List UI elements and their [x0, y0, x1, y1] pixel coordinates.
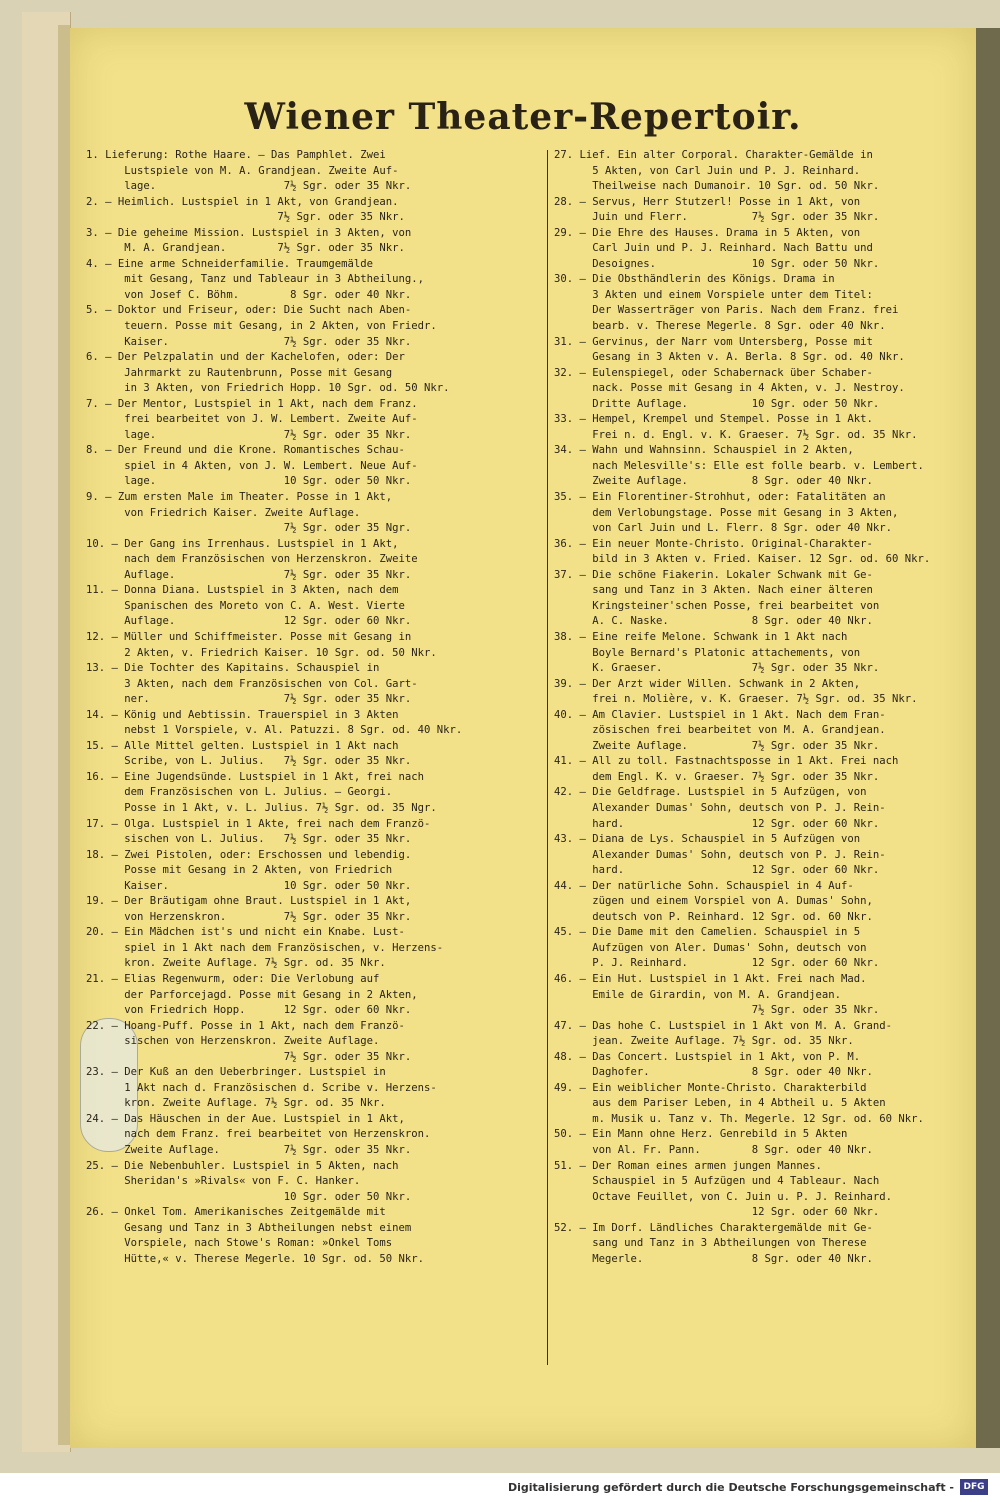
catalog-entry: 8. — Der Freund und die Krone. Romantisches Schau- spiel in 4 Akten, von J. W. Lembert. Neue Auf- lage. 10 Sgr. oder 50 Nkr.	[86, 444, 418, 488]
footer-text: Digitalisierung gefördert durch die Deutsche Forschungsgemeinschaft -	[507, 1481, 954, 1494]
catalog-entry: 26. — Onkel Tom. Amerikanisches Zeitgemälde mit Gesang und Tanz in 3 Abtheilungen nebst einem Vorspiele, nach Stowe's Roman: »Onkel Toms Hütte,« v. Therese Megerle. 10 Sgr. od. 50 Nkr.	[86, 1206, 425, 1265]
catalog-entry: 36. — Ein neuer Monte-Christo. Original-Charakter- bild in 3 Akten v. Fried. Kaiser. 12 Sgr. od. 60 Nkr.	[554, 537, 931, 566]
catalog-entry: 39. — Der Arzt wider Willen. Schwank in 2 Akten, frei n. Molière, v. K. Graeser. 7½ Sgr. od. 35 Nkr.	[554, 677, 918, 706]
right-edge-strip	[976, 28, 1000, 1448]
catalog-entry: 1. Lieferung: Rothe Haare. — Das Pamphlet. Zwei Lustspiele von M. A. Grandjean. Zweite Auf- lage. 7½ Sgr. oder 35 Nkr.	[86, 149, 412, 193]
catalog-entry: 40. — Am Clavier. Lustspiel in 1 Akt. Nach dem Fran- zösischen frei bearbeitet von M. A. Grandjean. Zweite Auflage. 7½ Sgr. oder 35 Nkr.	[554, 708, 886, 752]
catalog-entry: 15. — Alle Mittel gelten. Lustspiel in 1 Akt nach Scribe, von L. Julius. 7½ Sgr. oder 35 Nkr.	[86, 739, 412, 768]
catalog-entry: 16. — Eine Jugendsünde. Lustspiel in 1 Akt, frei nach dem Französischen von L. Julius. — Georgi. Posse in 1 Akt, v. L. Julius. 7½ Sgr. od. 35 Ngr.	[86, 770, 437, 814]
page-title: Wiener Theater-Repertoir.	[244, 96, 802, 138]
catalog-entry: 32. — Eulenspiegel, oder Schabernack über Schaber- nack. Posse mit Gesang in 4 Akten, v. J. Nestroy. Dritte Auflage. 10 Sgr. oder 50 Nkr.	[554, 366, 905, 410]
catalog-entry: 25. — Die Nebenbuhler. Lustspiel in 5 Akten, nach Sheridan's »Rivals« von F. C. Hanker. 10 Sgr. oder 50 Nkr.	[86, 1159, 412, 1203]
catalog-entry: 23. — Der Kuß an den Ueberbringer. Lustspiel in 1 Akt nach d. Französischen d. Scribe v. Herzens- kron. Zweite Auflage. 7½ Sgr. od. 35 Nkr.	[86, 1066, 437, 1110]
catalog-entry: 47. — Das hohe C. Lustspiel in 1 Akt von M. A. Grand- jean. Zweite Auflage. 7½ Sgr. od. 35 Nkr.	[554, 1019, 893, 1048]
catalog-entry: 42. — Die Geldfrage. Lustspiel in 5 Aufzügen, von Alexander Dumas' Sohn, deutsch von P. J. Rein- hard. 12 Sgr. oder 60 Nkr.	[554, 786, 886, 830]
catalog-entry: 24. — Das Häuschen in der Aue. Lustspiel in 1 Akt, nach dem Franz. frei bearbeitet von Herzenskron. Zweite Auflage. 7½ Sgr. oder 35 Nkr.	[86, 1112, 431, 1156]
catalog-entry: 21. — Elias Regenwurm, oder: Die Verlobung auf der Parforcejagd. Posse mit Gesang in 2 Akten, von Friedrich Hopp. 12 Sgr. oder 60 Nkr.	[86, 972, 418, 1017]
catalog-entry: 43. — Diana de Lys. Schauspiel in 5 Aufzügen von Alexander Dumas' Sohn, deutsch von P. J. Rein- hard. 12 Sgr. oder 60 Nkr.	[554, 833, 886, 877]
catalog-entry: 12. — Müller und Schiffmeister. Posse mit Gesang in 2 Akten, v. Friedrich Kaiser. 10 Sgr. od. 50 Nkr.	[86, 630, 437, 659]
page-fold	[58, 25, 70, 1445]
column-divider	[547, 150, 548, 1365]
catalog-entry: 22. — Hoang-Puff. Posse in 1 Akt, nach dem Franzö- sischen von Herzenskron. Zweite Auflage. 7½ Sgr. oder 35 Nkr.	[86, 1019, 412, 1063]
catalog-entry: 31. — Gervinus, der Narr vom Untersberg, Posse mit Gesang in 3 Akten v. A. Berla. 8 Sgr. od. 40 Nkr.	[554, 335, 905, 364]
catalog-entry: 7. — Der Mentor, Lustspiel in 1 Akt, nach dem Franz. frei bearbeitet von J. W. Lembert. Zweite Auf- lage. 7½ Sgr. oder 35 Nkr.	[86, 397, 418, 441]
catalog-entry: 18. — Zwei Pistolen, oder: Erschossen und lebendig. Posse mit Gesang in 2 Akten, von Friedrich Kaiser. 10 Sgr. oder 50 Nkr.	[86, 848, 412, 892]
catalog-entry: 10. — Der Gang ins Irrenhaus. Lustspiel in 1 Akt, nach dem Französischen von Herzenskron. Zweite Auflage. 7½ Sgr. oder 35 Nkr.	[86, 537, 418, 581]
catalog-entry: 38. — Eine reife Melone. Schwank in 1 Akt nach Boyle Bernard's Platonic attachements, von K. Graeser. 7½ Sgr. oder 35 Nkr.	[554, 630, 880, 675]
catalog-entry: 37. — Die schöne Fiakerin. Lokaler Schwank mit Ge- sang und Tanz in 3 Akten. Nach einer älteren Kringsteiner'schen Posse, frei bearbeitet von A. C. Naske. 8 Sgr. oder 40 Nkr.	[554, 568, 880, 628]
catalog-entry: 41. — All zu toll. Fastnachtsposse in 1 Akt. Frei nach dem Engl. K. v. Graeser. 7½ Sgr. oder 35 Nkr.	[554, 755, 899, 783]
catalog-entry: 30. — Die Obsthändlerin des Königs. Drama in 3 Akten und einem Vorspiele unter dem Titel: Der Wasserträger von Paris. Nach dem Franz. frei bearb. v. Therese Megerle. 8 Sgr. oder 40 Nkr.	[554, 273, 899, 333]
catalog-entry: 2. — Heimlich. Lustspiel in 1 Akt, von Grandjean. 7½ Sgr. oder 35 Nkr.	[86, 195, 405, 224]
footer-bar	[0, 1473, 1000, 1502]
catalog-entry: 49. — Ein weiblicher Monte-Christo. Charakterbild aus dem Pariser Leben, in 4 Abtheil u. 5 Akten m. Musik u. Tanz v. Th. Megerle. 12 Sgr. od. 60 Nkr.	[554, 1081, 924, 1125]
catalog-entry: 13. — Die Tochter des Kapitains. Schauspiel in 3 Akten, nach dem Französischen von Col. Gart- ner. 7½ Sgr. oder 35 Nkr.	[86, 662, 418, 706]
catalog-entry: 34. — Wahn und Wahnsinn. Schauspiel in 2 Akten, nach Melesville's: Elle est folle bearb. v. Lembert. Zweite Auflage. 8 Sgr. oder 40 Nkr.	[554, 444, 924, 488]
catalog-entry: 29. — Die Ehre des Hauses. Drama in 5 Akten, von Carl Juin und P. J. Reinhard. Nach Battu und Desoignes. 10 Sgr. oder 50 Nkr.	[554, 226, 880, 270]
catalog-entry: 14. — König und Aebtissin. Trauerspiel in 3 Akten nebst 1 Vorspiele, v. Al. Patuzzi. 8 Sgr. od. 40 Nkr.	[86, 708, 463, 737]
catalog-entry: 27. Lief. Ein alter Corporal. Charakter-Gemälde in 5 Akten, von Carl Juin und P. J. Reinhard. Theilweise nach Dumanoir. 10 Sgr. od. 50 Nkr.	[554, 149, 880, 193]
left-column	[86, 148, 544, 1267]
catalog-entry: 50. — Ein Mann ohne Herz. Genrebild in 5 Akten von Al. Fr. Pann. 8 Sgr. oder 40 Nkr.	[554, 1128, 873, 1156]
catalog-entry: 17. — Olga. Lustspiel in 1 Akte, frei nach dem Franzö- sischen von L. Julius. 7½ Sgr. oder 35 Nkr.	[86, 817, 431, 846]
catalog-entry: 3. — Die geheime Mission. Lustspiel in 3 Akten, von M. A. Grandjean. 7½ Sgr. oder 35 Nkr.	[86, 226, 412, 255]
catalog-entry: 51. — Der Roman eines armen jungen Mannes. Schauspiel in 5 Aufzügen und 4 Tableaur. Nach Octave Feuillet, von C. Juin u. P. J. Reinhard. 12 Sgr. oder 60 Nkr.	[554, 1159, 893, 1219]
catalog-entry: 44. — Der natürliche Sohn. Schauspiel in 4 Auf- zügen und einem Vorspiel von A. Dumas' Sohn, deutsch von P. Reinhard. 12 Sgr. od. 60 Nkr.	[554, 879, 873, 923]
catalog-entry: 20. — Ein Mädchen ist's und nicht ein Knabe. Lust- spiel in 1 Akt nach dem Französischen, v. Herzens- kron. Zweite Auflage. 7½ Sgr. od. 35 Nkr.	[86, 926, 444, 970]
dfg-logo: DFG	[960, 1479, 988, 1495]
catalog-entry: 19. — Der Bräutigam ohne Braut. Lustspiel in 1 Akt, von Herzenskron. 7½ Sgr. oder 35 Nkr.	[86, 895, 412, 923]
catalog-entry: 5. — Doktor und Friseur, oder: Die Sucht nach Aben- teuern. Posse mit Gesang, in 2 Akten, von Friedr. Kaiser. 7½ Sgr. oder 35 Nkr.	[86, 304, 437, 348]
catalog-entry: 28. — Servus, Herr Stutzerl! Posse in 1 Akt, von Juin und Flerr. 7½ Sgr. oder 35 Nkr.	[554, 195, 880, 224]
catalog-entry: 45. — Die Dame mit den Camelien. Schauspiel in 5 Aufzügen von Aler. Dumas' Sohn, deutsch von P. J. Reinhard. 12 Sgr. oder 60 Nkr.	[554, 926, 880, 970]
catalog-entry: 6. — Der Pelzpalatin und der Kachelofen, oder: Der Jahrmarkt zu Rautenbrunn, Posse mit Gesang in 3 Akten, von Friedrich Hopp. 10 Sgr. od. 50 Nkr.	[86, 351, 450, 395]
catalog-entry: 11. — Donna Diana. Lustspiel in 3 Akten, nach dem Spanischen des Moreto von C. A. West. Vierte Auflage. 12 Sgr. oder 60 Nkr.	[86, 584, 412, 628]
catalog-entry: 46. — Ein Hut. Lustspiel in 1 Akt. Frei nach Mad. Emile de Girardin, von M. A. Grandjean. 7½ Sgr. oder 35 Nkr.	[554, 972, 880, 1017]
catalog-entry: 48. — Das Concert. Lustspiel in 1 Akt, von P. M. Daghofer. 8 Sgr. oder 40 Nkr.	[554, 1050, 873, 1079]
catalog-entry: 4. — Eine arme Schneiderfamilie. Traumgemälde mit Gesang, Tanz und Tableaur in 3 Abtheilung., von Josef C. Böhm. 8 Sgr. oder 40 Nkr.	[86, 257, 425, 301]
catalog-entry: 52. — Im Dorf. Ländliches Charaktergemälde mit Ge- sang und Tanz in 3 Abtheilungen von Therese Megerle. 8 Sgr. oder 40 Nkr.	[554, 1221, 873, 1265]
catalog-entry: 33. — Hempel, Krempel und Stempel. Posse in 1 Akt. Frei n. d. Engl. v. K. Graeser. 7½ Sgr. od. 35 Nkr.	[554, 413, 918, 441]
catalog-entry: 9. — Zum ersten Male im Theater. Posse in 1 Akt, von Friedrich Kaiser. Zweite Auflage. 7½ Sgr. oder 35 Ngr.	[86, 491, 412, 535]
right-column	[554, 148, 952, 1267]
catalog-entry: 35. — Ein Florentiner-Strohhut, oder: Fatalitäten an dem Verlobungstage. Posse mit Gesang in 3 Akten, von Carl Juin und L. Flerr. 8 Sgr. oder 40 Nkr.	[554, 491, 899, 535]
